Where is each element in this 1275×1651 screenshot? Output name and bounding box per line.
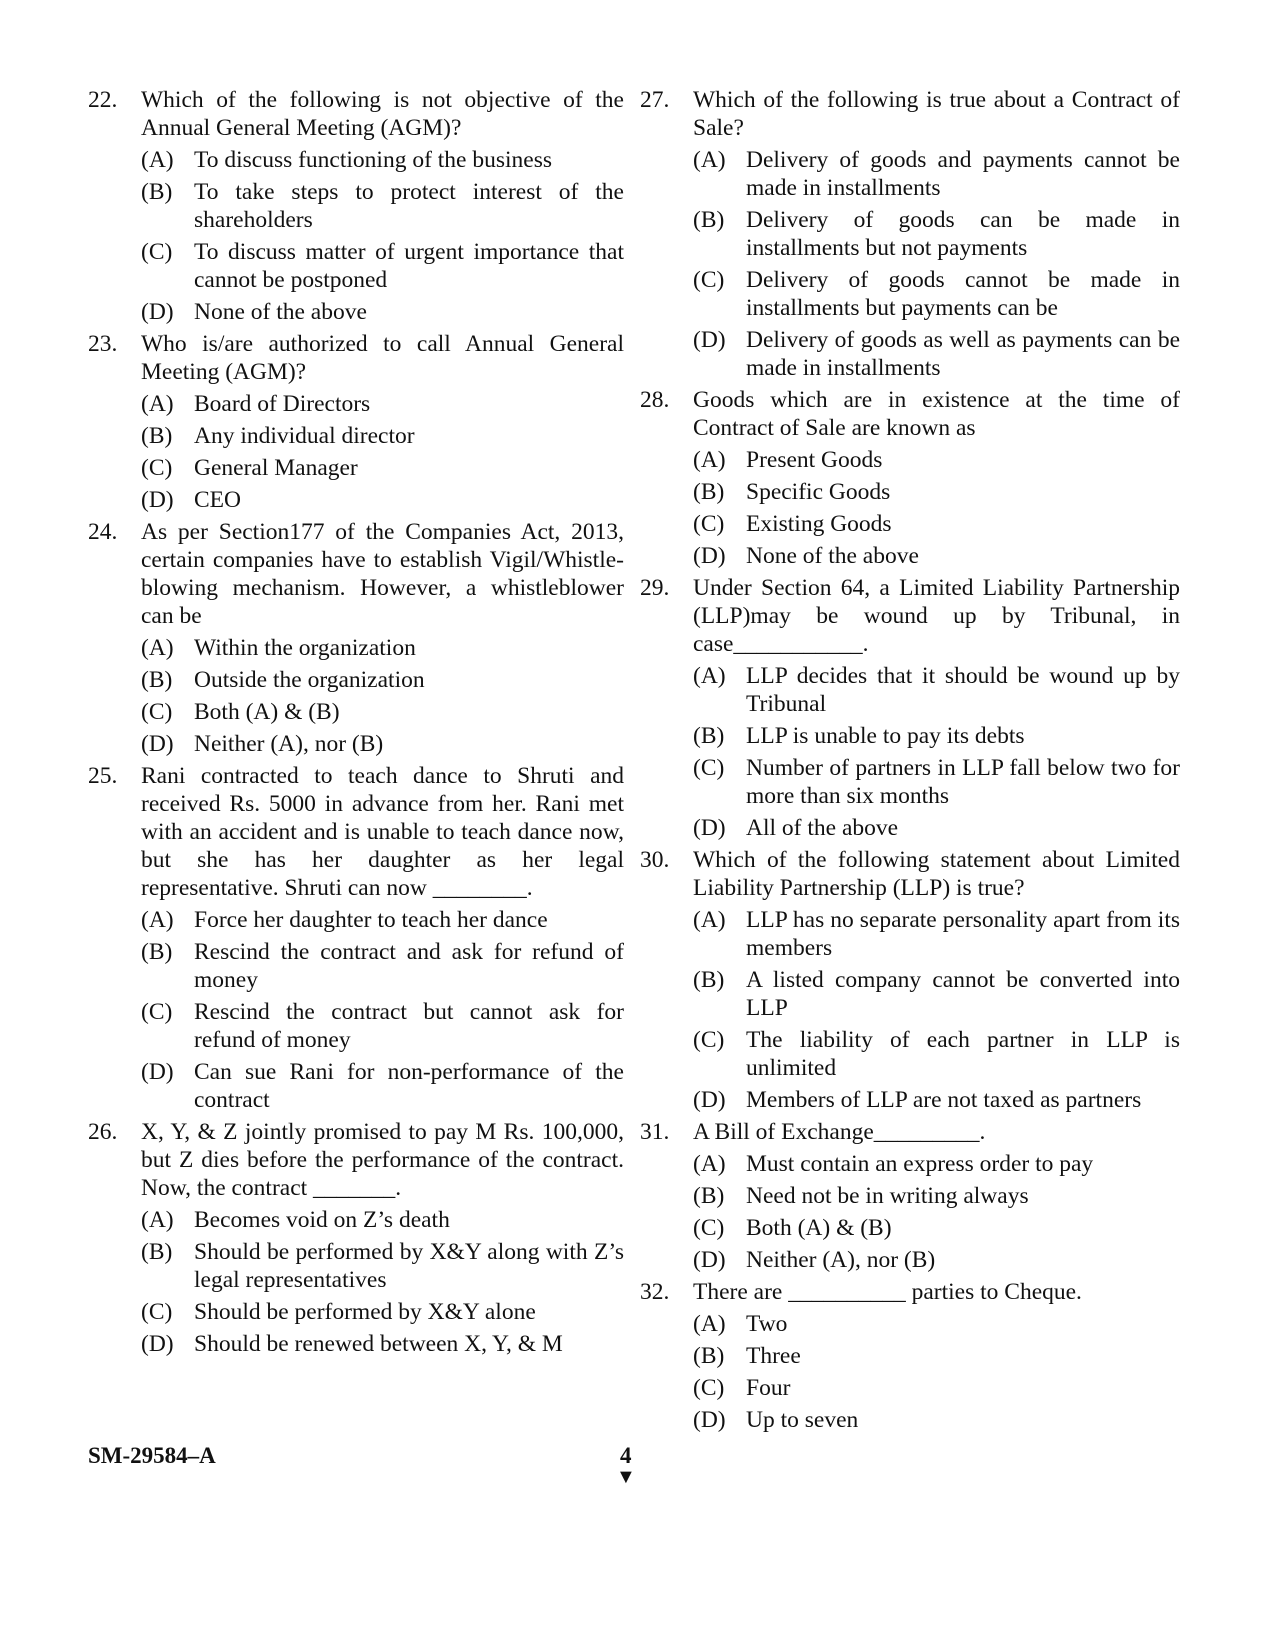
option-b — [693, 478, 1180, 506]
option-b — [141, 666, 624, 694]
option-d — [693, 1406, 1180, 1434]
option-d — [141, 1058, 624, 1114]
option-text: Need not be in writing always — [746, 1183, 1029, 1209]
option-text: To take steps to protect interest of the shareholders — [194, 179, 624, 233]
question-text: Which of the following is not objective of the Annual General Meeting (AGM)? — [141, 87, 624, 141]
option-text: Three — [746, 1343, 801, 1369]
option-text: None of the above — [746, 543, 919, 569]
option-label: (A) — [693, 1151, 726, 1177]
option-text: Number of partners in LLP fall below two for more than six months — [746, 755, 1180, 809]
question-text: Goods which are in existence at the time of Contract of Sale are known as — [693, 387, 1180, 441]
option-text: Both (A) & (B) — [194, 699, 340, 725]
question-text: Which of the following statement about Limited Liability Partnership (LLP) is true? — [693, 847, 1180, 901]
option-text: Can sue Rani for non-performance of the contract — [194, 1059, 624, 1113]
option-b — [141, 938, 624, 994]
option-text: The liability of each partner in LLP is unlimited — [746, 1027, 1180, 1081]
option-b — [693, 722, 1180, 750]
option-label: (D) — [693, 543, 726, 569]
options-list — [693, 662, 1180, 842]
option-label: (D) — [141, 1059, 174, 1085]
option-c — [141, 698, 624, 726]
question-26 — [88, 1118, 624, 1358]
option-label: (A) — [141, 907, 174, 933]
option-label: (D) — [141, 1331, 174, 1357]
option-label: (A) — [141, 391, 174, 417]
option-text: Outside the organization — [194, 667, 425, 693]
option-c — [693, 1214, 1180, 1242]
option-label: (C) — [141, 999, 173, 1025]
option-text: To discuss matter of urgent importance that cannot be postponed — [194, 239, 624, 293]
option-text: General Manager — [194, 455, 358, 481]
option-label: (B) — [141, 667, 173, 693]
option-b — [693, 206, 1180, 262]
option-text: Both (A) & (B) — [746, 1215, 892, 1241]
option-d — [141, 298, 624, 326]
option-text: Delivery of goods can be made in installments but not payments — [746, 207, 1180, 261]
option-d — [693, 542, 1180, 570]
option-a — [693, 662, 1180, 718]
option-label: (C) — [693, 755, 725, 781]
option-label: (B) — [693, 479, 725, 505]
option-text: Becomes void on Z’s death — [194, 1207, 450, 1233]
options-list — [693, 1150, 1180, 1274]
question-number: 30. — [640, 847, 670, 873]
question-23 — [88, 330, 624, 514]
option-d — [141, 730, 624, 758]
option-text: Present Goods — [746, 447, 883, 473]
left-column — [88, 86, 624, 1362]
option-label: (A) — [141, 1207, 174, 1233]
page-number: 4 — [620, 1443, 632, 1468]
question-32 — [640, 1278, 1180, 1434]
option-label: (D) — [693, 327, 726, 353]
option-a — [141, 1206, 624, 1234]
option-c — [693, 1374, 1180, 1402]
option-text: Must contain an express order to pay — [746, 1151, 1094, 1177]
question-text: A Bill of Exchange_________. — [693, 1119, 986, 1145]
option-text: CEO — [194, 487, 241, 513]
option-label: (C) — [693, 1027, 725, 1053]
option-label: (D) — [141, 487, 174, 513]
question-29 — [640, 574, 1180, 842]
option-label: (B) — [693, 723, 725, 749]
question-24 — [88, 518, 624, 758]
option-label: (B) — [693, 1343, 725, 1369]
option-label: (B) — [141, 1239, 173, 1265]
option-d — [141, 486, 624, 514]
option-text: Rescind the contract but cannot ask for refund of money — [194, 999, 624, 1053]
options-list — [141, 634, 624, 758]
option-a — [141, 146, 624, 174]
options-list — [141, 1206, 624, 1358]
question-number: 26. — [88, 1119, 118, 1145]
question-text: X, Y, & Z jointly promised to pay M Rs. 100,000, but Z dies before the performance of the contract. Now, the contract _______. — [141, 1119, 624, 1201]
options-list — [141, 906, 624, 1114]
option-text: Should be performed by X&Y along with Z’s legal representatives — [194, 1239, 624, 1293]
option-d — [693, 326, 1180, 382]
option-text: Four — [746, 1375, 791, 1401]
question-31 — [640, 1118, 1180, 1274]
question-number: 27. — [640, 87, 670, 113]
option-label: (D) — [693, 1087, 726, 1113]
option-label: (A) — [141, 635, 174, 661]
options-list — [141, 146, 624, 326]
option-text: Existing Goods — [746, 511, 892, 537]
option-label: (D) — [693, 1407, 726, 1433]
option-text: LLP decides that it should be wound up by Tribunal — [746, 663, 1180, 717]
question-30 — [640, 846, 1180, 1114]
option-b — [693, 1182, 1180, 1210]
options-list — [141, 390, 624, 514]
option-label: (D) — [141, 299, 174, 325]
option-c — [693, 266, 1180, 322]
option-label: (C) — [141, 239, 173, 265]
option-text: Specific Goods — [746, 479, 891, 505]
option-c — [141, 998, 624, 1054]
option-d — [693, 814, 1180, 842]
option-label: (C) — [693, 1215, 725, 1241]
option-a — [693, 1310, 1180, 1338]
option-text: LLP has no separate personality apart from its members — [746, 907, 1180, 961]
option-text: Force her daughter to teach her dance — [194, 907, 548, 933]
option-c — [693, 510, 1180, 538]
option-label: (D) — [693, 1247, 726, 1273]
question-number: 32. — [640, 1279, 670, 1305]
option-label: (B) — [693, 1183, 725, 1209]
option-text: Neither (A), nor (B) — [746, 1247, 936, 1273]
option-d — [693, 1246, 1180, 1274]
option-d — [693, 1086, 1180, 1114]
option-b — [693, 1342, 1180, 1370]
option-text: Should be performed by X&Y alone — [194, 1299, 536, 1325]
option-d — [141, 1330, 624, 1358]
option-a — [141, 390, 624, 418]
option-text: To discuss functioning of the business — [194, 147, 553, 173]
option-label: (B) — [141, 423, 173, 449]
option-c — [141, 238, 624, 294]
option-b — [141, 422, 624, 450]
option-text: Members of LLP are not taxed as partners — [746, 1087, 1142, 1113]
option-text: Neither (A), nor (B) — [194, 731, 384, 757]
option-text: Delivery of goods as well as payments can be made in installments — [746, 327, 1180, 381]
option-text: None of the above — [194, 299, 367, 325]
option-label: (B) — [693, 207, 725, 233]
question-27 — [640, 86, 1180, 382]
option-a — [693, 906, 1180, 962]
options-list — [693, 146, 1180, 382]
option-b — [141, 178, 624, 234]
option-c — [693, 1026, 1180, 1082]
option-label: (D) — [141, 731, 174, 757]
option-text: Within the organization — [194, 635, 416, 661]
option-a — [693, 446, 1180, 474]
options-list — [693, 446, 1180, 570]
option-text: Should be renewed between X, Y, & M — [194, 1331, 563, 1357]
option-text: Any individual director — [194, 423, 415, 449]
question-number: 25. — [88, 763, 118, 789]
option-label: (A) — [693, 447, 726, 473]
option-b — [141, 1238, 624, 1294]
option-text: LLP is unable to pay its debts — [746, 723, 1025, 749]
option-c — [693, 754, 1180, 810]
option-a — [141, 906, 624, 934]
option-c — [141, 1298, 624, 1326]
option-text: Delivery of goods cannot be made in installments but payments can be — [746, 267, 1180, 321]
question-text: Rani contracted to teach dance to Shruti and received Rs. 5000 in advance from her. Rani met with an accident and is unable to teach dance now, but she has her daughter as her legal representative. Shruti can now ________. — [141, 763, 624, 901]
option-label: (C) — [141, 455, 173, 481]
options-list — [693, 1310, 1180, 1434]
option-label: (D) — [693, 815, 726, 841]
option-label: (C) — [693, 267, 725, 293]
question-text: Under Section 64, a Limited Liability Partnership (LLP)may be wound up by Tribunal, in case___________. — [693, 575, 1180, 657]
option-label: (A) — [693, 1311, 726, 1337]
option-a — [693, 1150, 1180, 1178]
question-number: 28. — [640, 387, 670, 413]
paper-code: SM-29584–A — [88, 1443, 216, 1468]
question-number: 22. — [88, 87, 118, 113]
question-text: Which of the following is true about a Contract of Sale? — [693, 87, 1180, 141]
option-label: (A) — [693, 147, 726, 173]
option-label: (B) — [693, 967, 725, 993]
question-number: 31. — [640, 1119, 670, 1145]
question-text: There are __________ parties to Cheque. — [693, 1279, 1082, 1305]
question-25 — [88, 762, 624, 1114]
option-label: (C) — [141, 1299, 173, 1325]
option-text: All of the above — [746, 815, 899, 841]
option-label: (A) — [693, 663, 726, 689]
right-column — [640, 86, 1180, 1438]
option-label: (B) — [141, 939, 173, 965]
option-label: (C) — [693, 511, 725, 537]
question-28 — [640, 386, 1180, 570]
option-a — [141, 634, 624, 662]
option-b — [693, 966, 1180, 1022]
option-text: Up to seven — [746, 1407, 859, 1433]
down-arrow-icon: ▼ — [616, 1466, 636, 1488]
question-number: 29. — [640, 575, 670, 601]
question-text: As per Section177 of the Companies Act, 2013, certain companies have to establish Vigil/Whistle-blowing mechanism. However, a whistleblower can be — [141, 519, 624, 629]
option-text: Two — [746, 1311, 788, 1337]
question-22 — [88, 86, 624, 326]
option-label: (C) — [693, 1375, 725, 1401]
question-text: Who is/are authorized to call Annual General Meeting (AGM)? — [141, 331, 624, 385]
option-text: Board of Directors — [194, 391, 371, 417]
option-label: (C) — [141, 699, 173, 725]
option-label: (A) — [141, 147, 174, 173]
question-number: 23. — [88, 331, 118, 357]
option-c — [141, 454, 624, 482]
options-list — [693, 906, 1180, 1114]
option-label: (B) — [141, 179, 173, 205]
question-number: 24. — [88, 519, 118, 545]
option-a — [693, 146, 1180, 202]
option-text: A listed company cannot be converted into LLP — [746, 967, 1180, 1021]
option-text: Rescind the contract and ask for refund of money — [194, 939, 624, 993]
option-label: (A) — [693, 907, 726, 933]
option-text: Delivery of goods and payments cannot be made in installments — [746, 147, 1180, 201]
